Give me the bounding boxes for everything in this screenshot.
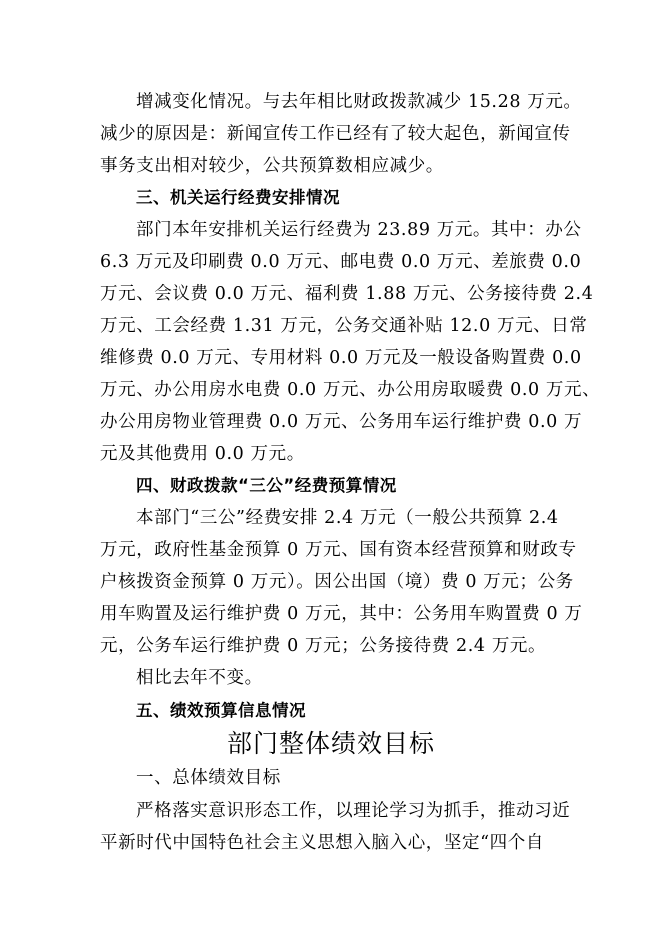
section5-subheading: 一、总体绩效目标: [136, 768, 281, 788]
section3-line-4: 万元、工会经费 1.31 万元，公务交通补贴 12.0 万元、日常: [100, 316, 588, 336]
section3-line-5: 维修费 0.0 万元、专用材料 0.0 万元及一般设备购置费 0.0: [100, 348, 582, 368]
para1-line-2: 减少的原因是：新闻宣传工作已经有了较大起色，新闻宣传: [100, 124, 571, 144]
section3-line-3: 万元、会议费 0.0 万元、福利费 1.88 万元、公务接待费 2.4: [100, 284, 594, 304]
section3-line-8: 元及其他费用 0.0 万元。: [100, 444, 305, 464]
section4-line-3: 户核拨资金预算 0 万元）。因公出国（境）费 0 万元；公务: [100, 572, 574, 592]
section4-note: 相比去年不变。: [136, 668, 263, 688]
section5-line-1: 严格落实意识形态工作，以理论学习为抓手，推动习近: [136, 801, 571, 821]
section3-heading: 三、机关运行经费安排情况: [136, 188, 340, 207]
section3-line-6: 万元、办公用房水电费 0.0 万元、办公用房取暖费 0.0 万元、: [100, 380, 601, 400]
section4-line-2: 万元，政府性基金预算 0 万元、国有资本经营预算和财政专: [100, 540, 577, 560]
section5-line-2: 平新时代中国特色社会主义思想入脑入心，坚定“四个自: [100, 833, 544, 853]
section3-line-1: 部门本年安排机关运行经费为 23.89 万元。其中：办公: [136, 220, 582, 240]
section4-line-4: 用车购置及运行维护费 0 万元，其中：公务用车购置费 0 万: [100, 604, 583, 624]
section4-line-5: 元，公务车运行维护费 0 万元；公务接待费 2.4 万元。: [100, 636, 547, 656]
para1-line-1: 增减变化情况。与去年相比财政拨款减少 15.28 万元。: [136, 92, 582, 112]
section3-line-7: 办公用房物业管理费 0.0 万元、公务用车运行维护费 0.0 万: [100, 412, 583, 432]
section5-heading: 五、绩效预算信息情况: [136, 701, 306, 720]
para1-line-3: 事务支出相对较少，公共预算数相应减少。: [100, 156, 444, 176]
section4-heading: 四、财政拨款“三公”经费预算情况: [136, 476, 397, 495]
performance-title: 部门整体绩效目标: [226, 729, 435, 758]
section3-line-2: 6.3 万元及印刷费 0.0 万元、邮电费 0.0 万元、差旅费 0.0: [100, 252, 582, 272]
section4-line-1: 本部门“三公”经费安排 2.4 万元（一般公共预算 2.4: [136, 508, 559, 528]
